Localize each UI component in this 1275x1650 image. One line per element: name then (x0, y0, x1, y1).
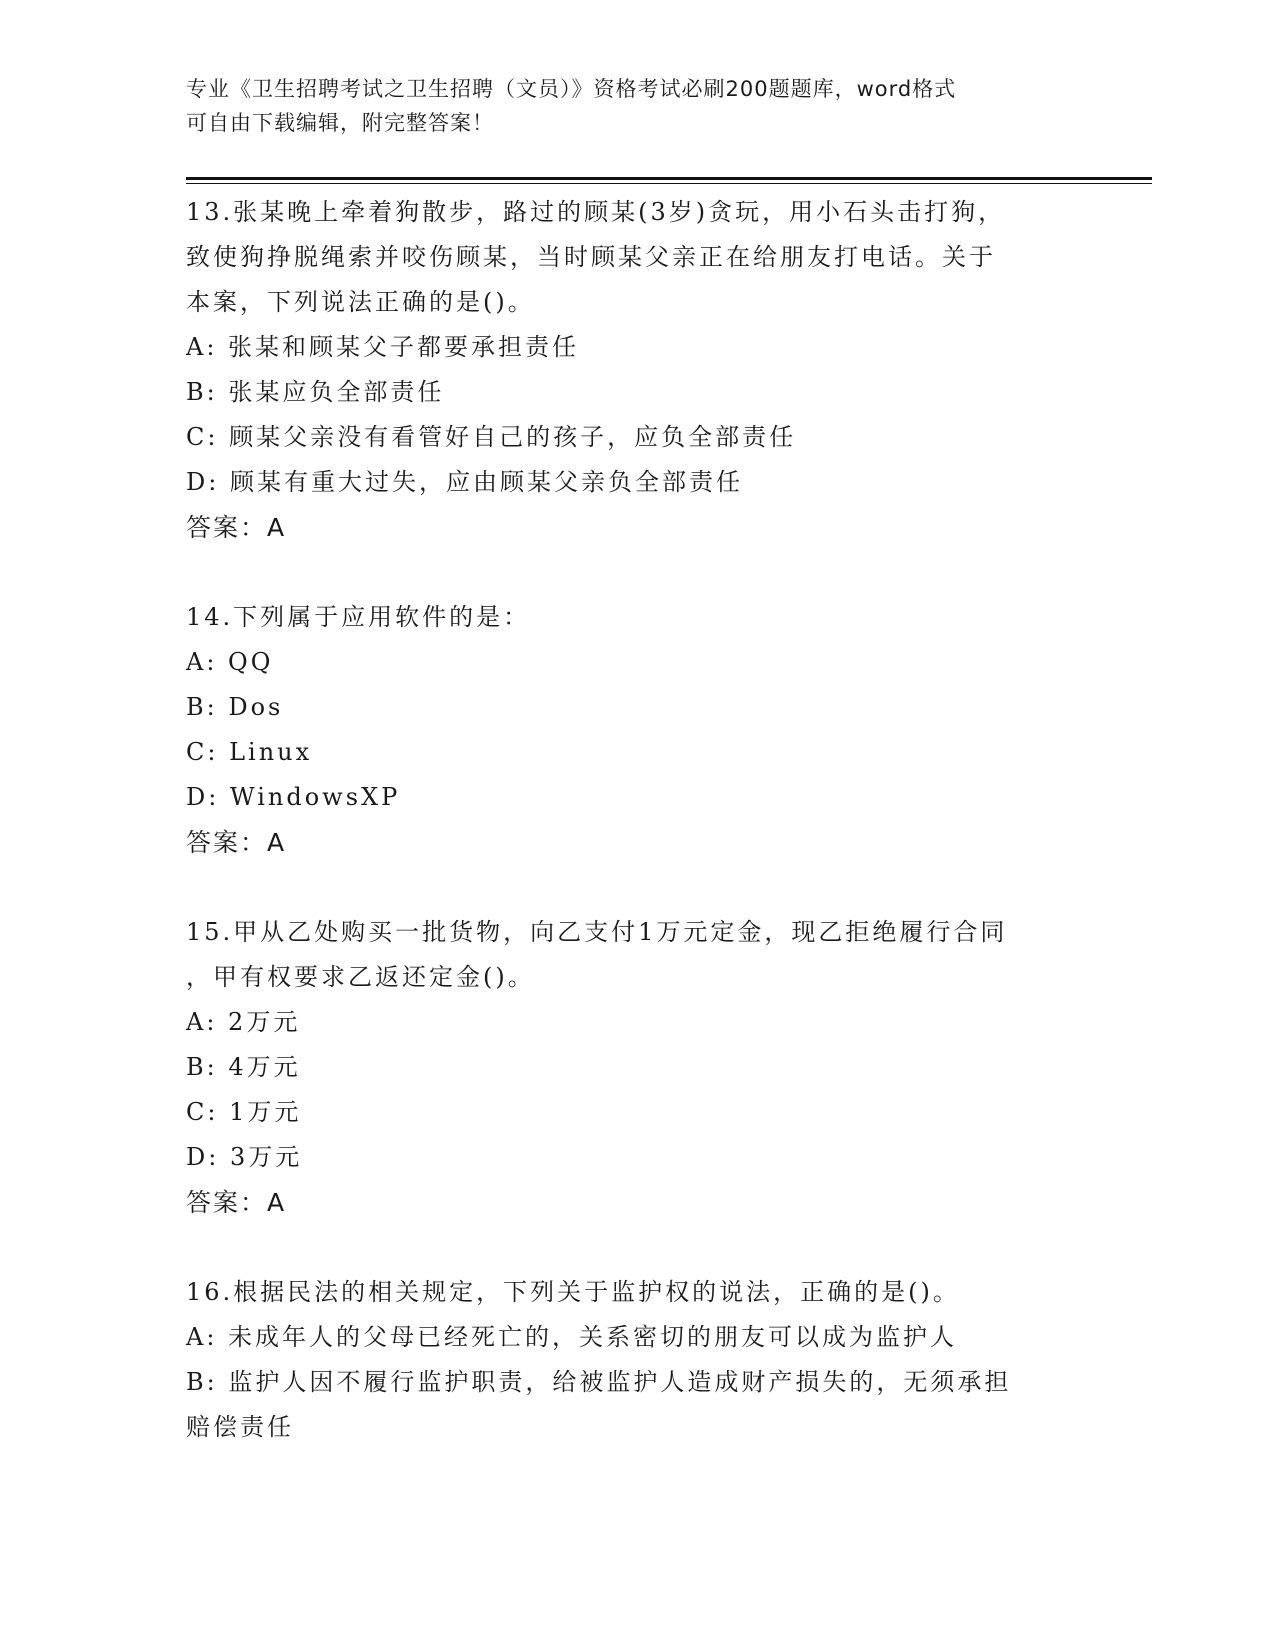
option-a: A: QQ (186, 648, 274, 676)
stem-line: 15.甲从乙处购买一批货物，向乙支付1万元定金，现乙拒绝履行合同 (186, 918, 1008, 946)
option-c: C: Linux (186, 738, 313, 766)
header-line-2: 可自由下载编辑，附完整答案！ (186, 111, 494, 135)
question-stem (186, 1270, 1086, 1315)
header-divider-thick (186, 177, 1152, 180)
question-stem (186, 190, 1086, 325)
question-15 (186, 910, 1086, 1225)
question-13 (186, 190, 1086, 550)
question-list (186, 190, 1086, 1495)
question-16 (186, 1270, 1086, 1450)
header-divider-thin (186, 183, 1152, 184)
question-stem (186, 595, 1086, 640)
option-d: D: 顾某有重大过失，应由顾某父亲负全部责任 (186, 468, 743, 496)
option-b: B: 监护人因不履行监护职责，给被监护人造成财产损失的，无须承担 (186, 1368, 1012, 1396)
header-line-1: 专业《卫生招聘考试之卫生招聘（文员）》资格考试必刷200题题库，word格式 (186, 77, 957, 101)
option-d: D: WindowsXP (186, 783, 401, 811)
stem-line: 16.根据民法的相关规定，下列关于监护权的说法，正确的是()。 (186, 1278, 960, 1306)
option-b: B: 张某应负全部责任 (186, 378, 445, 406)
stem-line: 14.下列属于应用软件的是： (186, 603, 531, 631)
option-b: B: Dos (186, 693, 284, 721)
question-14 (186, 595, 1086, 865)
option-a: A: 张某和顾某父子都要承担责任 (186, 333, 580, 361)
option-c: C: 顾某父亲没有看管好自己的孩子，应负全部责任 (186, 423, 797, 451)
stem-line: 本案，下列说法正确的是()。 (186, 288, 535, 316)
answer-line: 答案：A (186, 513, 287, 542)
stem-line: ，甲有权要求乙返还定金()。 (186, 963, 535, 991)
option-a: A: 未成年人的父母已经死亡的，关系密切的朋友可以成为监护人 (186, 1323, 958, 1351)
option-a: A: 2万元 (186, 1008, 301, 1036)
option-d: D: 3万元 (186, 1143, 303, 1171)
option-b: B: 4万元 (186, 1053, 301, 1081)
question-stem (186, 910, 1086, 1000)
stem-line: 致使狗挣脱绳索并咬伤顾某，当时顾某父亲正在给朋友打电话。关于 (186, 243, 996, 271)
option-c: C: 1万元 (186, 1098, 302, 1126)
option-b-continued: 赔偿责任 (186, 1413, 294, 1441)
stem-line: 13.张某晚上牵着狗散步，路过的顾某(3岁)贪玩，用小石头击打狗， (186, 198, 1006, 226)
answer-line: 答案：A (186, 828, 287, 857)
document-header (186, 72, 1066, 140)
answer-line: 答案：A (186, 1188, 287, 1217)
